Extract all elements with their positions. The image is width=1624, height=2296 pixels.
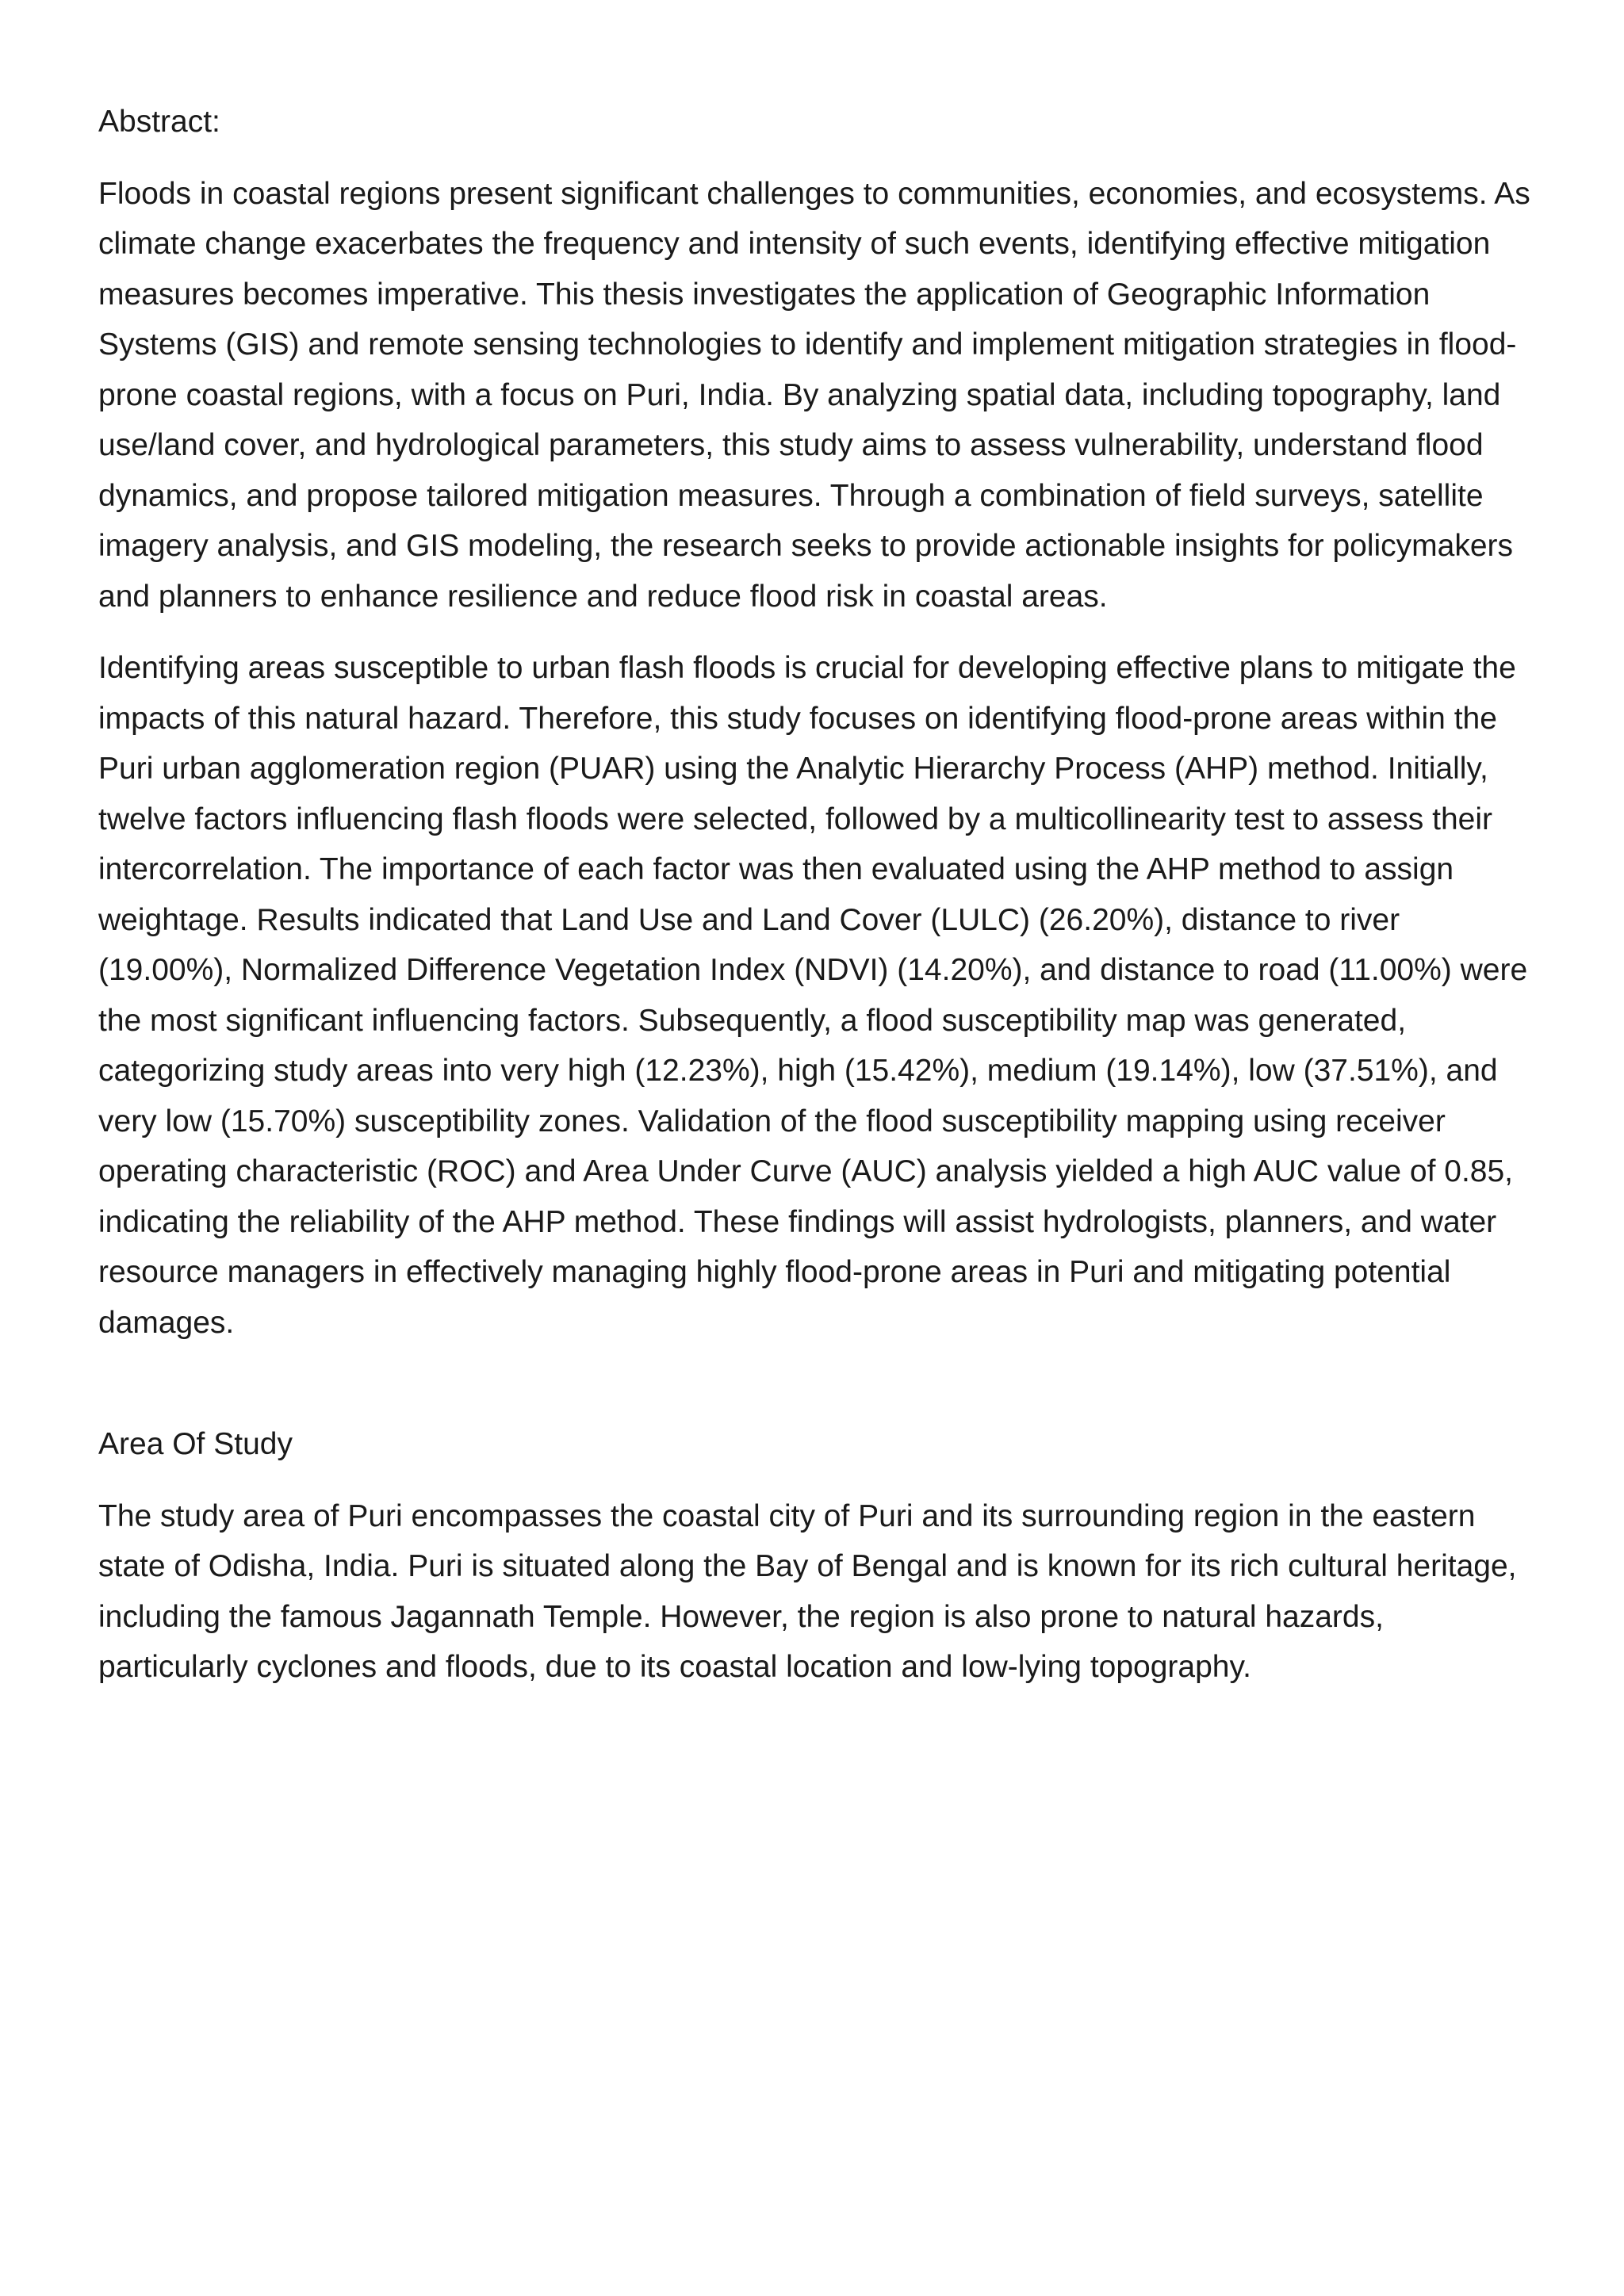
abstract-heading: Abstract: <box>98 105 220 139</box>
abstract-paragraph-1: Floods in coastal regions present significant challenges to communities, economies, and ecosystems. As climate change exacerbates the frequency and intensity of such events, identifying effective mitigation measures becomes imperative. This thesis investigates the application of Geographic Information Systems (GIS) and remote sensing technologies to identify and implement mitigation strategies in flood-prone coastal regions, with a focus on Puri, India. By analyzing spatial data, including topography, land use/land cover, and hydrological parameters, this study aims to assess vulnerability, understand flood dynamics, and propose tailored mitigation measures. Through a combination of field surveys, satellite imagery analysis, and GIS modeling, the research seeks to provide actionable insights for policymakers and planners to enhance resilience and reduce flood risk in coastal areas. <box>98 176 1530 614</box>
abstract-paragraph-2: Identifying areas susceptible to urban flash floods is crucial for developing effective plans to mitigate the impacts of this natural hazard. Therefore, this study focuses on identifying flood-prone areas within the Puri urban agglomeration region (PUAR) using the Analytic Hierarchy Process (AHP) method. Initially, twelve factors influencing flash floods were selected, followed by a multicollinearity test to assess their intercorrelation. The importance of each factor was then evaluated using the AHP method to assign weightage. Results indicated that Land Use and Land Cover (LULC) (26.20%), distance to river (19.00%), Normalized Difference Vegetation Index (NDVI) (14.20%), and distance to road (11.00%) were the most significant influencing factors. Subsequently, a flood susceptibility map was generated, categorizing study areas into very high (12.23%), high (15.42%), medium (19.14%), low (37.51%), and very low (15.70%) susceptibility zones. Validation of the flood susceptibility mapping using receiver operating characteristic (ROC) and Area Under Curve (AUC) analysis yielded a high AUC value of 0.85, indicating the reliability of the AHP method. These findings will assist hydrologists, planners, and water resource managers in effectively managing highly flood-prone areas in Puri and mitigating potential damages. <box>98 651 1528 1340</box>
area-of-study-paragraph: The study area of Puri encompasses the coastal city of Puri and its surrounding region in the eastern state of Odisha, India. Puri is situated along the Bay of Bengal and is known for its rich cultural heritage, including the famous Jagannath Temple. However, the region is also prone to natural hazards, particularly cyclones and floods, due to its coastal location and low-lying topography. <box>98 1498 1517 1684</box>
section-spacer <box>98 1348 1542 1398</box>
area-of-study-heading: Area Of Study <box>98 1427 293 1461</box>
document-body <box>98 97 1542 1693</box>
